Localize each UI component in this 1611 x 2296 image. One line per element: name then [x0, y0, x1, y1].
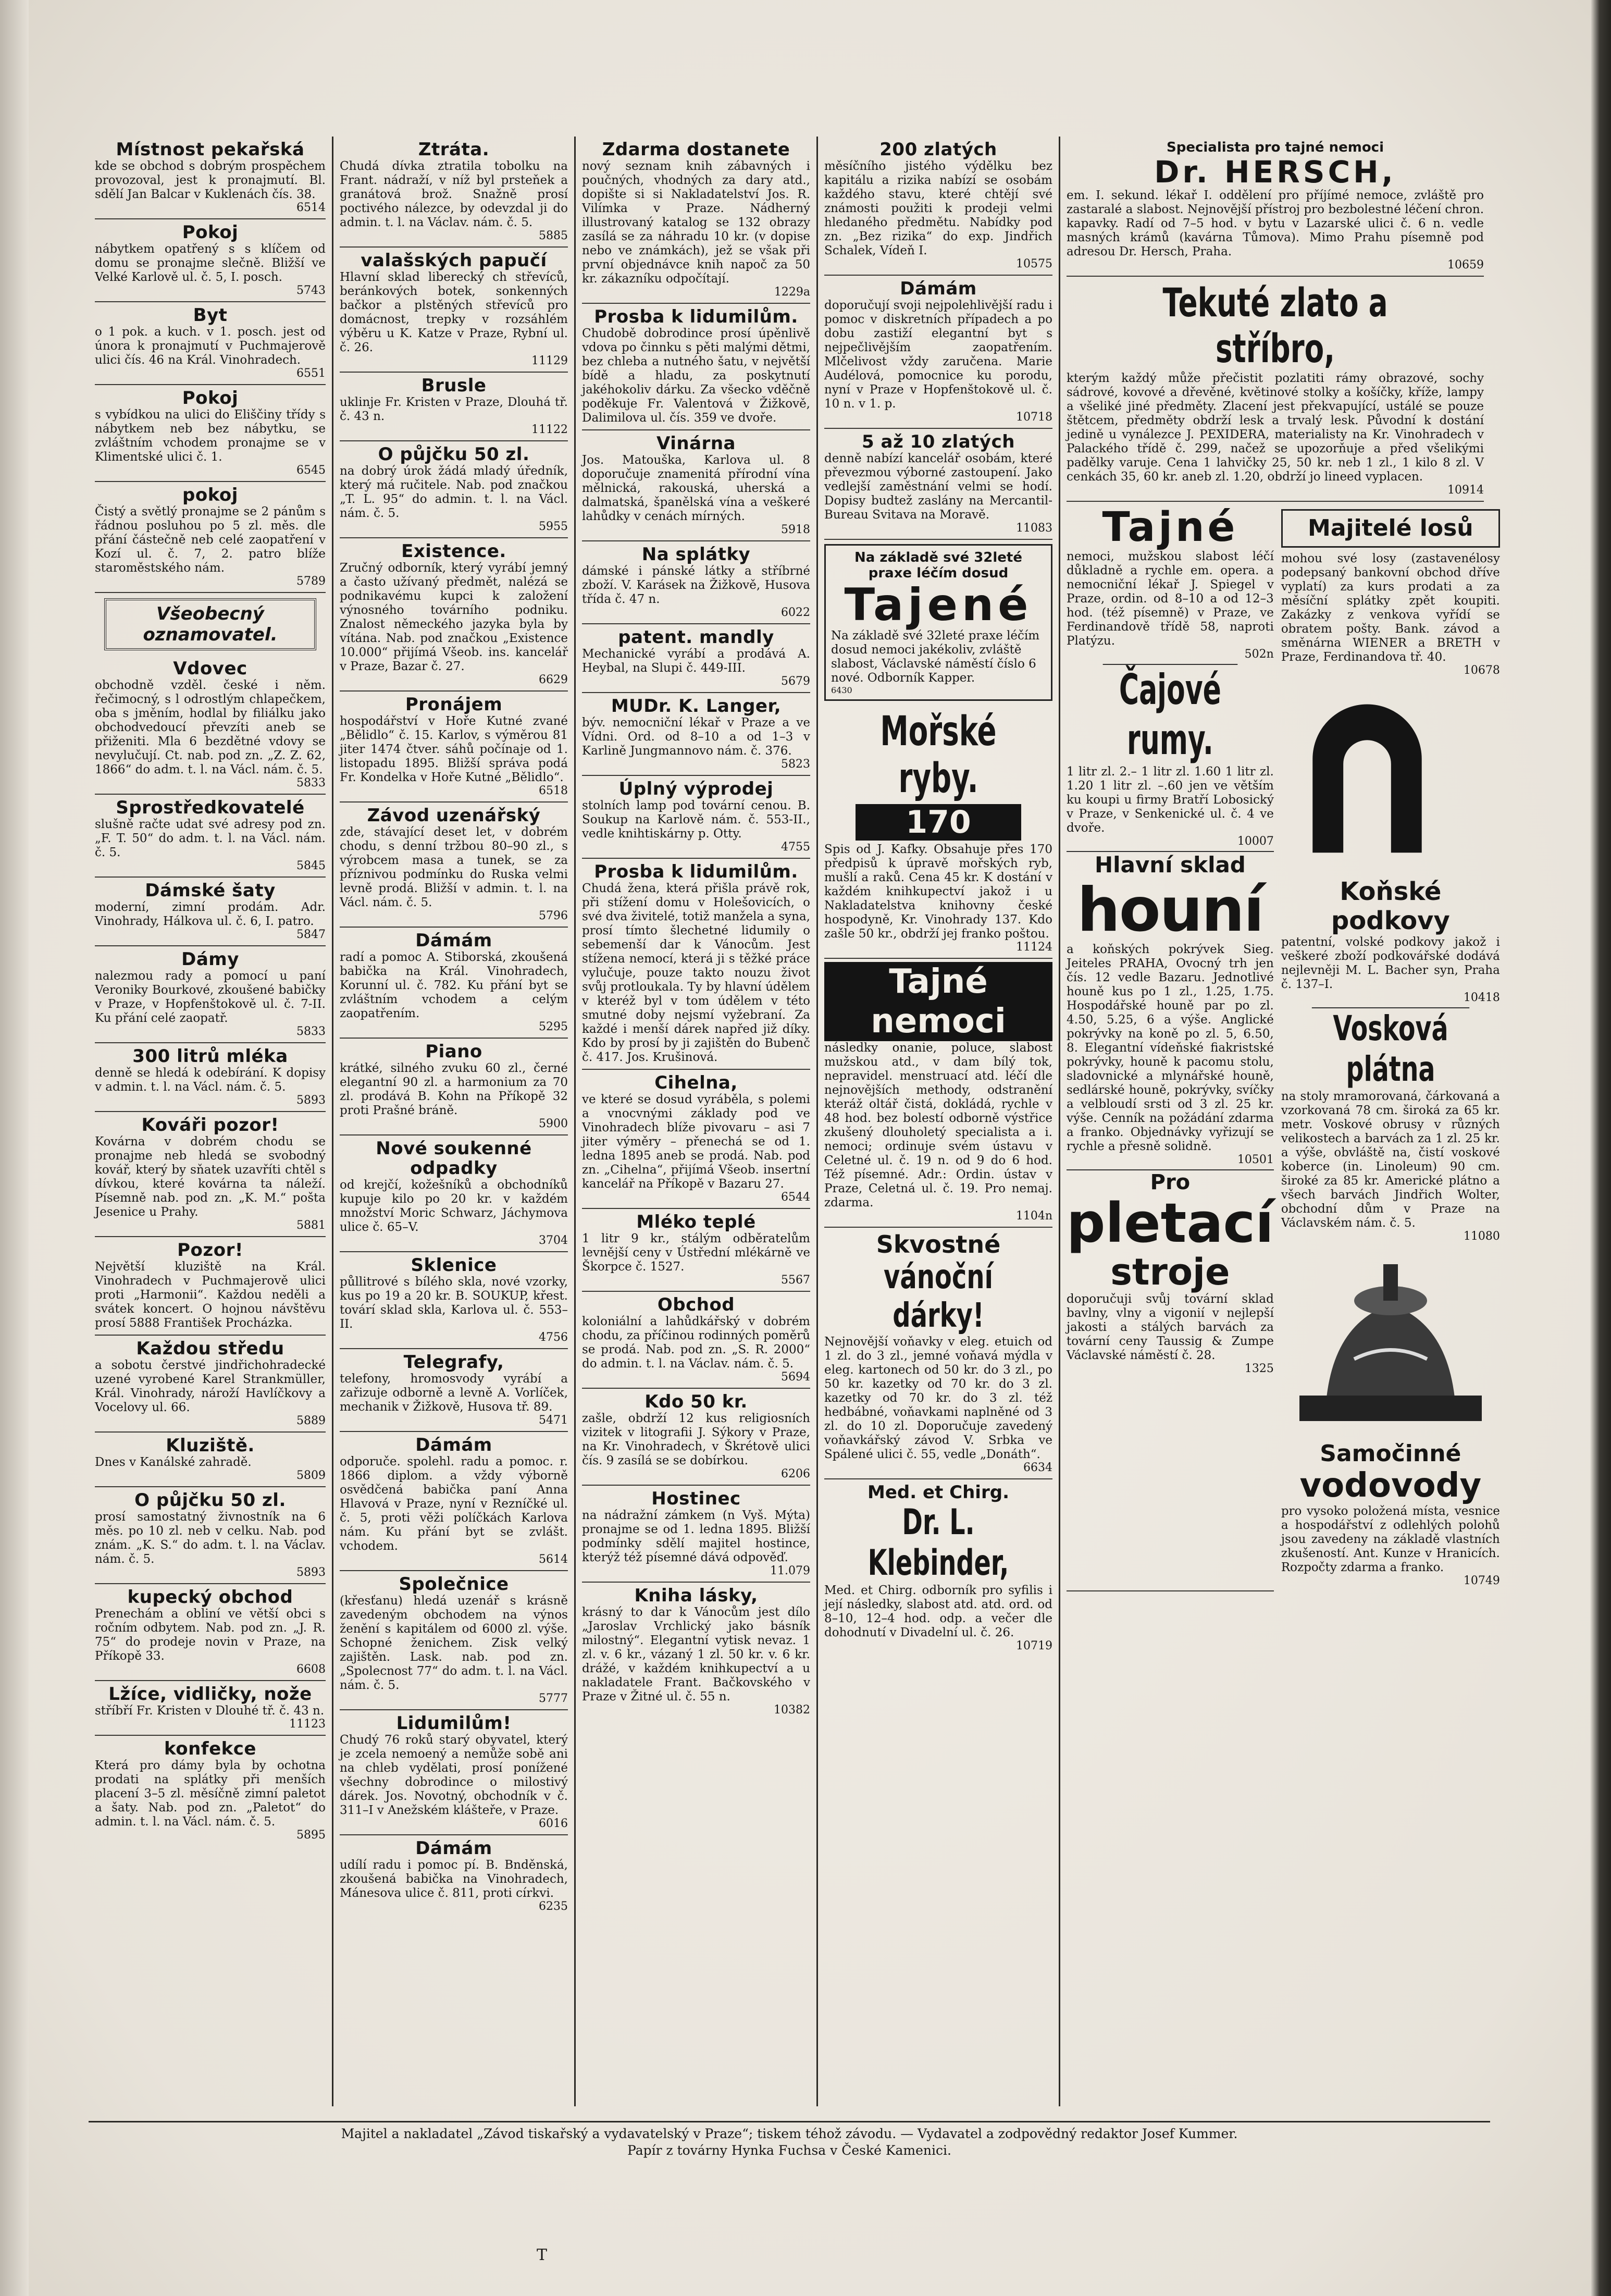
ad-number: 5881 [296, 1219, 326, 1232]
page-footer [89, 2121, 1490, 2159]
ad-title: Dámské šaty [145, 880, 276, 901]
ad-skvostne [824, 1228, 1052, 1479]
ad-pokoj-1 [95, 219, 326, 302]
ad-text: Chudý 76 roků starý obyvatel, který je zcela nemoený a nemůže sobě ani na chleb vydělati, prosí ponížené všechny dobrodince o milostivý dárek. Jos. Novotný, obchodník v č. 311–I v Anežském klášteře, v Praze. [340, 1733, 568, 1817]
ad-text: hospodářství v Hoře Kutné zvané „Bělidlo“ č. 15. Karlov, s výměrou 81 jiter 1474 čtver. sáhů počínaje od 1. listopadu 1895. Bližší správa podá Fr. Kondelka v Hoře Kutné „Bělidlo“. [340, 714, 568, 784]
ad-number: 5694 [781, 1371, 810, 1384]
ad-vinarna [582, 430, 810, 541]
ad-text: Na základě své 32leté praxe léčím dosud nemoci jakékoliv, zvláště slabost, Václavské náměstí číslo 6 nové. Odborník Kapper. [831, 629, 1040, 685]
ad-number: 11124 [1016, 941, 1052, 954]
ad-number: 10501 [1237, 1153, 1274, 1166]
ad-text: Zručný odborník, který vyrábí jemný a často užívaný předmět, nalézá se podnikavému kupci k založení výnosného továrního podniku. Znalost německého jazyka byla by vítána. Nab. pod značkou „Existence 10.000“ přijímá Všeob. ins. kancelář v Praze, Bazar č. 27. [340, 561, 568, 673]
ad-number: 5789 [296, 575, 326, 588]
ad-zdarma-dostanete [582, 137, 810, 304]
ad-number: 5893 [296, 1566, 326, 1579]
ad-kdo-50-kr [582, 1389, 810, 1486]
ad-lzice [95, 1681, 326, 1736]
ad-title: Pokoj [182, 222, 239, 243]
ad-tajne-spiegel [1067, 502, 1274, 1591]
ad-piano [340, 1039, 568, 1135]
ad-text: moderní, zimní prodám. Adr. Vinohrady, Hálkova ul. č. 6, I. patro. [95, 900, 326, 928]
ad-title: Lžíce, vidličky, nože [108, 1684, 312, 1705]
ad-text: Mechanické vyrábí a prodává A. Heybal, na Slupi č. 449-III. [582, 647, 810, 675]
ad-damam-1 [340, 928, 568, 1039]
ad-text: Největší kluziště na Král. Vinohradech v Puchmajerově ulici proti „Harmonii“. Každou neděli a svátek koncert. O hojnou návštěvu prosí 5888 František Procházka. [95, 1260, 326, 1330]
ad-text: patentní, volské podkovy jakož i veškeré zboží podkovářské dodává nejlevněji M. L. Bacher syn, Praha č. 137–I. [1281, 935, 1500, 991]
ad-number: 502n [1244, 648, 1274, 661]
ad-number: 5833 [296, 776, 326, 789]
ad-title: Brusle [421, 375, 487, 396]
ad-text: slušně račte udat své adresy pod zn. „F. T. 50“ do adm. t. l. na Václ. nám. č. 5. [95, 818, 326, 859]
ad-title: Zdarma dostanete [602, 139, 790, 160]
ad-text: a sobotu čerstvé jindřichohradecké uzené vyrobené Karel Strankmüller, Král. Vinohrady, nároží Havlíčkovy a Vocelovy ul. 66. [95, 1359, 326, 1414]
ad-title: 200 zlatých [879, 139, 997, 160]
ad-text: na dobrý úrok žádá mladý úředník, který má ručitele. Nab. pod značkou „T. L. 95“ do admin. t. l. na Václ. nám. č. 5. [340, 464, 568, 520]
ad-text: býv. nemocniční lékař v Praze a ve Vídni. Ord. od 8–10 a od 1–3 v Karlině Jungmannovo nám. č. 376. [582, 716, 810, 758]
ad-text: denně se hledá k odebírání. K dopisy v admin. t. l. na Václ. nám. č. 5. [95, 1066, 326, 1094]
ad-subtitle: Med. et Chirg. [868, 1482, 1009, 1503]
ad-number: 5471 [539, 1414, 568, 1427]
ad-number: 10749 [1463, 1574, 1500, 1587]
ad-title: Sprostředkovatelé [116, 797, 305, 818]
ad-uplny-vyprodej [582, 776, 810, 859]
ad-text: nemoci, mužskou slabost léčí důkladně a rychle em. opera. a nemocniční lékař J. Spiegel v Praze, ordin. od 8–10 a od 12–3 hod. (též písemně) v Praze, ve Ferdinandově třídě 58, naproti Platýzu. [1067, 550, 1274, 648]
ad-number: 4756 [539, 1331, 568, 1344]
ad-number: 10659 [1447, 258, 1484, 271]
ad-big-title: Vosková plátna [1312, 1007, 1469, 1090]
ad-title: Prosba k lidumilům. [594, 861, 798, 882]
ad-number: 10678 [1463, 664, 1500, 677]
ad-kazdou-stredu [95, 1336, 326, 1433]
ad-hostinec [582, 1486, 810, 1583]
ad-number: 6235 [539, 1900, 568, 1913]
ad-number: 6634 [1023, 1461, 1052, 1474]
ad-title: Pronájem [405, 694, 503, 715]
ad-text: Chudobě dobrodince prosí úpěnlivě vdova po činnku s pěti malými dětmi, bez chleba a nutného šatu, v největší bídě a hladu, za poskytnutí jakéhokoliv dárku. Za všecko vděčně poděkuje Fr. Valentová v Žižkově, Dalimilova ul. čís. 359 ve dvoře. [582, 327, 810, 425]
ad-number: 10718 [1016, 411, 1052, 424]
ad-big-title: houní [1077, 875, 1263, 945]
ad-number: 11080 [1463, 1230, 1500, 1243]
ad-text: 1 litr 9 kr., stálým odběratelům levnější ceny v Ústřední mlékárně ve Škorpce č. 1527. [582, 1232, 810, 1274]
ad-majitele-losu [1281, 502, 1500, 1591]
ad-text: doporučuji svůj tovární sklad bavlny, vlny a vigonií v nejlepší jakosti a stálých barvách za tovární ceny Taussig & Zumpe Václavské náměstí č. 28. [1067, 1292, 1274, 1362]
ad-vdovec [95, 656, 326, 795]
ad-mistnost-pekarska [95, 137, 326, 219]
ad-title-line2: vánoční dárky! [884, 1258, 993, 1335]
ad-number: 11122 [531, 423, 568, 436]
ad-title: Místnost pekařská [116, 139, 305, 160]
ad-o-pujcku-2 [340, 441, 568, 538]
ad-prosba-2 [582, 859, 810, 1070]
ad-title: Vdovec [173, 658, 247, 679]
ad-number: 5845 [296, 859, 326, 872]
ad-text: následky onanie, poluce, slabost mužskou atd., v dam bílý tok, nepravidel. menstruací atd. léčí dle nejnovějších methody, odstranění kteráž oltář čistá, dokládá, rychle v 48 hod. bez bolestí odborně výstřice zkušený dlouholetý specialista a i. nemoci; ordinuje svém ústavu v Celetné ul. č. 19 n. od 9 do 6 hod. Též písemné. Adr.: Ordin. ústav v Praze, Celetná ul. č. 19. Pro nemaj. zdarma. [824, 1041, 1052, 1209]
ad-number: 6551 [296, 367, 326, 380]
ad-text: krátké, silného zvuku 60 zl., černé elegantní 90 zl. a harmonium za 70 zl. prodává B. Kohn na Příkopě 32 proti Prašné bráně. [340, 1061, 568, 1117]
ad-title: Mléko teplé [636, 1212, 756, 1232]
ad-text: Chudá žena, která přišla právě rok, při stížení domu v Holešovicích, o své dva živitelé, totiž manžela a syna, prosí tímto šlechetné lidumily o sebemenší dar k Vánocům. Jest stížena nemocí, která ji s těžké práce vylučuje, pouze takto nouzu život svůj protloukala. Ty by hlavní údělem v kteréž byl v tom údělem v této smutné doby nejsmí vyžebraní. Za každé i menší dárek napřed již díky. Kdo by prosí by ji zajištěn do Bubenč č. 417. Jos. Krušinová. [582, 882, 810, 1064]
ad-damam-audelova [824, 276, 1052, 429]
ad-number: 6514 [296, 201, 326, 214]
ad-title: pokoj [182, 485, 238, 505]
ad-text: em. I. sekund. lékař I. oddělení pro příjímé nemoce, zvláště pro zastaralé a slabost. Nejnovější přístroj pro bezbolestné léčení chron. kapavky. Radí od 7–5 hod. v bytu v Lazarské ulici č. 6 n. vedle masných krámů (kavárna Tůmova). Mimo Prahu písemně pod adresou Dr. Hersch, Praha. [1067, 189, 1484, 258]
ad-number: 6518 [539, 784, 568, 797]
ad-prosba-1 [582, 304, 810, 430]
ad-number: 11.079 [770, 1564, 810, 1577]
ad-text: doporučují svoji nejpolehlivější radu i pomoc v diskretních případech a po dobu zastiží elegantní byt s nejpečlivějším zaopatřením. Mlčelivost vždy zaručena. Marie Audélová, pomocnice ku porodu, nyní v Praze v Hopfenštokově ul. č. 10 n. v 1. p. [824, 299, 1052, 411]
ad-big-title: Dr. HERSCH, [1154, 154, 1396, 190]
ad-text: Chudá dívka ztratila tobolku na Frant. nádraží, v níž byl prsteňek a granátová brož. Snažně prosí poctivého nálezce, by odevzdal ji do admin. t. l. na Václav. nám. č. 5. [340, 159, 568, 229]
ad-text: od krejčí, kožešníků a obchodníků kupuje kilo po 20 kr. v každém množství Moric Schwarz, Jáchymova ulice č. 65–V. [340, 1178, 568, 1234]
ad-170-banner: 170 [856, 804, 1021, 841]
ad-title-line1: Skvostné [876, 1230, 1001, 1258]
ad-number: 10382 [774, 1704, 810, 1717]
ad-lidumilum [340, 1710, 568, 1835]
ad-number: 5885 [539, 229, 568, 242]
ad-kovari-pozor [95, 1112, 326, 1237]
ad-title: MUDr. K. Langer, [611, 696, 782, 717]
ad-damam-2 [340, 1432, 568, 1571]
fountain-icon [1281, 1247, 1500, 1435]
ad-title: Existence. [401, 541, 506, 562]
ad-title: Ztráta. [418, 139, 490, 160]
ad-pronajem [340, 692, 568, 803]
ad-number: 5614 [539, 1553, 568, 1566]
ad-konfekce [95, 1736, 326, 1846]
ad-number: 5567 [781, 1274, 810, 1287]
ad-damske-saty [95, 878, 326, 946]
ad-text: Hlavní sklad liberecký ch střevíců, beránkových botek, sonkenných bačkor a plstěných střevíců pro domácnost, trepky v rozsáhlém výběru u K. Katze v Praze, Rybní ul. č. 26. [340, 270, 568, 354]
ad-mudr-langer [582, 693, 810, 776]
ad-text: nábytkem opatřený s s klíčem od domu se pronajme slečně. Bližší ve Velké Karlově ul. č. 5, I. posch. [95, 242, 326, 284]
ad-title: Dámy [181, 949, 239, 970]
ad-number: 1229a [774, 286, 810, 299]
ad-sklenice [340, 1252, 568, 1349]
ad-number: 10007 [1237, 835, 1274, 848]
ad-damy [95, 946, 326, 1043]
ad-number: 4755 [781, 841, 810, 854]
ad-pokoj-2 [95, 385, 326, 482]
ad-text: měsíčního jistého výdělku bez kapitálu a rizika nabízí se osobám každého stavu, které chtějí své známosti použiti k prodeji velmi hledaného předmětu. Nabídky pod zn. „Bez rizika“ do exp. Jindřich Schalek, Vídeň I. [824, 159, 1052, 257]
ad-number: 5955 [539, 520, 568, 533]
ad-text: uklinje Fr. Kristen v Praze, Dlouhá tř. č. 43 n. [340, 396, 568, 423]
ad-big-title: Tajné nemoci [824, 962, 1052, 1041]
ad-title: patent. mandly [618, 627, 774, 648]
ad-number: 5823 [781, 758, 810, 771]
ad-title: Cihelna, [654, 1072, 738, 1093]
ad-number: 5777 [539, 1692, 568, 1705]
row-tajne-majitele [1067, 502, 1500, 1591]
ad-big-title: pletací [1067, 1191, 1274, 1255]
ad-title: Dámám [415, 930, 492, 951]
ad-soukenne-odpadky [340, 1135, 568, 1252]
horseshoe-icon [1281, 682, 1453, 870]
ad-mandly [582, 624, 810, 693]
ad-title: kupecký obchod [127, 1587, 293, 1608]
ad-title: Telegrafy, [403, 1352, 504, 1373]
ad-text: kde se obchod s dobrým prospěchem provozoval, jest k pronajmutí. Bl. sdělí Jan Balcar v Kuklenách čís. 38. [95, 159, 326, 201]
ad-number: 3704 [539, 1234, 568, 1247]
ad-number: 5893 [296, 1094, 326, 1107]
ad-tekute-zlato [1067, 277, 1484, 502]
ad-big-title: vodovody [1299, 1466, 1482, 1505]
ad-title: Kdo 50 kr. [645, 1391, 748, 1412]
ad-text: radí a pomoc A. Stiborská, zkoušená babička na Král. Vinohradech, Korunní ul. č. 782. Ku přání byt se zvláštním vchodem a celým zaopatřením. [340, 951, 568, 1020]
ad-number: 6022 [781, 606, 810, 619]
ad-damam-3 [340, 1835, 568, 1917]
ad-title: Úplný výprodej [618, 779, 774, 799]
ad-number: 11129 [531, 354, 568, 367]
ad-big-title: Tekuté zlato a stříbro, [1162, 279, 1388, 372]
ad-cihelna [582, 1070, 810, 1209]
ad-number: 5918 [781, 523, 810, 536]
ad-number: 6016 [539, 1817, 568, 1830]
ad-text: Nejnovější voňavky v eleg. etuich od 1 zl. do 3 zl., jemné voňavá mýdla v eleg. kartonech od 50 kr. do 3 zl., po 50 kr. kazetky od 70 kr. do 3 zl. kazetky od 70 kr. do 3 zl. též hedbábné, voňavkami naplněné od 3 zl. do 10 zl. Doporučuje zavedený voňavkářský závod V. Srbka ve Spálené ulici č. 55, vedle „Donáth“. [824, 1335, 1052, 1461]
column-4 [818, 137, 1060, 2106]
ad-title: Závod uzenářský [367, 805, 541, 826]
ad-obchod [582, 1292, 810, 1389]
ad-text: dámské i pánské látky a stříbrné zboží. V. Karásek na Žižkově, Husova třída č. 47 n. [582, 564, 810, 606]
ad-text: o 1 pok. a kuch. v 1. posch. jest od února k pronajmutí v Puchmajerově ulici čís. 46 na Král. Vinohradech. [95, 325, 326, 367]
column-2 [333, 137, 576, 2106]
column-3 [576, 137, 818, 2106]
ad-big-title: Koňské podkovy [1331, 877, 1450, 935]
page-left-edge [0, 0, 29, 2296]
ad-text: zde, stávající deset let, v dobrém chodu, s denní tržbou 80–90 zl., s výrobcem masa a tunek, se za příznivou podmínku do Ruska velmi levně prodá. Bližší v admin. t. l. na Václ. nám. č. 5. [340, 825, 568, 909]
ad-text: Spis od J. Kafky. Obsahuje přes 170 předpisů k úpravě mořských ryb, mušlí a raků. Cena 45 kr. K dostání v každém knihkupectví jakož i u Nakladatelstva knihovny české hospodyně, Kr. Vinohrady 137. Kdo zašle 50 kr., obdrží jej franko poštou. [824, 843, 1052, 941]
ad-spolecnice [340, 1571, 568, 1710]
ad-number: 6206 [781, 1467, 810, 1480]
ad-title: Dámám [900, 278, 977, 299]
ad-title-line1: Samočinné [1320, 1440, 1461, 1467]
ad-text: na stoly mramorovaná, čárkovaná a vzorkovaná 78 cm. široká za 65 kr. metr. Voskové obrusy v různých velikostech a barvách za 1 zl. 25 kr. a výše, obvláště na, čistí voskové koberce (in. Linoleum) 90 cm. široké za 85 kr. Americké plátno a všech barvách Jindřich Wolter, obchodní dům v Praze na Václavském nám. č. 5. [1281, 1090, 1500, 1230]
ad-hersch [1067, 137, 1484, 277]
ad-title: 300 litrů mléka [132, 1046, 288, 1067]
ad-text: obchodně vzděl. české i něm. řečimocný, s l odrostlým chlapečkem, oba s jměním, hodlal by filiálku jako obchodvedoucí převzíti aneb se přiženiti. Mla 6 bezdětné vdovy se nevylučují. Ct. nab. pod zn. „Z. Z. 62, 1866“ do adm. t. l. na Václ. nám. č. 5. [95, 678, 326, 776]
ad-number: 11083 [1016, 522, 1052, 535]
ad-zavod-uzenarsky [340, 803, 568, 928]
ad-title: Kováři pozor! [141, 1115, 279, 1135]
ad-text: půllitrové s bílého skla, nové vzorky, kus po 19 a 20 kr. B. SOUKUP, křest. továrí sklad skla, Karlova ul. č. 553–II. [340, 1275, 568, 1331]
ad-title: Pozor! [177, 1240, 243, 1261]
ad-text: stříbří Fr. Kristen v Dlouhé tř. č. 43 n. [95, 1704, 325, 1718]
ad-big-title: Tajné [1102, 504, 1238, 551]
ad-sprostredkovatele [95, 795, 326, 878]
ad-title: konfekce [164, 1738, 256, 1759]
ad-subtitle: Specialista pro tajné nemoci [1166, 140, 1384, 155]
ad-title: Hostinec [651, 1488, 741, 1509]
ad-telegrafy [340, 1349, 568, 1432]
ad-text: zašle, obdrží 12 kus religiosních vizitek v litografii J. Sýkory v Praze, na Kr. Vinohradech, v Škrétově ulici čís. 9 zasílá se se dobírkou. [582, 1412, 810, 1467]
ad-big-title: Čajové rumy. [1103, 664, 1238, 765]
ad-title: O půjčku 50 zl. [378, 444, 530, 465]
ad-text: kterým každý může přečistit pozlatiti rámy obrazové, sochy sádrové, kovové a dřevěné, květinové stolky a košíčky, kříže, lampy a všeliké jiné předměty. Zlacení jest překvapující, ustálé se pouze štětcem, předměty obdrží lesk a trvalý lesk. Původní k dostání jedině u vynálezce J. PEXIDERA, materialisty na Kr. Vinohradech v Palackého třídě č. 299, načež se upozorňuje a před všelikými padělky varuje. Cena 1 lahvičky 25, 50 kr. neb 1 zl., 1 kilo 8 zl. V cenkách 35, 60 kr. aneb zl. 1.20, obdrží jo lineed vyplacen. [1067, 372, 1484, 484]
ad-300-litru-mleka [95, 1043, 326, 1112]
ad-pro: Pro [1067, 1169, 1274, 1194]
ad-text: ve které se dosud vyráběla, s polemi a vnocvnými základy pod ve Vinohradech blíže pivovaru – asi 7 jiter výměry – přenechá se od 1. ledna 1895 aneb se prodá. Nab. pod zn. „Cihelna“, přijímá Všeob. insertní kancelář na Příkopě v Bazaru 27. [582, 1093, 810, 1191]
ad-text: Která pro dámy byla by ochotna prodati na splátky při menších placení 3–5 zl. měsíčně zimní paletot a šaty. Nab. pod zn. „Paletot“ do admin. t. l. na Václ. nám. č. 5. [95, 1759, 326, 1829]
ads-columns [89, 137, 1500, 2106]
ad-text: Čistý a světlý pronajme se 2 pánům s řádnou posluhou po 5 zl. měs. dle přání částečně neb celé zaopatření v Kozí ul. č. 7, 2. patro blíže staroměstského nám. [95, 505, 326, 575]
ad-text: odporuče. spolehl. radu a pomoc. r. 1866 diplom. a vždy výborně osvědčená babička paní Anna Hlavová v Praze, nyní v Rezníčké ul. č. 5, proti věži políčkách Karlova nám. Ku přání byt se zvlášt. vchodem. [340, 1455, 568, 1553]
page-right-edge [1590, 0, 1611, 2296]
ad-5-10-zlatych [824, 429, 1052, 540]
ad-text: krásný to dar k Vánocům jest dílo „Jaroslav Vrchlický jako básník milostný“. Elegantní vytisk nevaz. 1 zl. v. 6 kr., vázaný 1 zl. 50 kr. v. 6 kr. drážé, v každém knihkupectví a u nakladatele Frant. Bačkovského v Praze v Žitné ul. č. 55 n. [582, 1606, 810, 1704]
ad-text: pro vysoko položená místa, vesnice a hospodářství z odlehlých polohů jsou zavedeny na základě vlastních zkušeností. Ant. Kunze v Hranicích. Rozpočty zdarma a franko. [1281, 1504, 1500, 1574]
ad-number: 6544 [781, 1191, 810, 1204]
ad-tajne-nemoci [824, 959, 1052, 1228]
ad-brusle [340, 373, 568, 441]
ad-number: 5679 [781, 675, 810, 688]
ad-title: Sklenice [411, 1255, 497, 1276]
ad-title: Pokoj [182, 388, 239, 409]
ad-text: Med. et Chirg. odborník pro syfilis i její následky, slabost atd. atd. ord. od 8–10, 12–4 hod. odp. a večer dle dohodnutí v Divadelní ul. č. 26. [824, 1584, 1052, 1639]
ad-text: udílí radu i pomoc pí. B. Bnděnská, zkoušená babička na Vinohradech, Mánesova ulice č. 811, proti církvi. [340, 1858, 568, 1900]
box-big-title: Tajené [844, 579, 1033, 631]
ad-number: 10418 [1463, 991, 1500, 1004]
ad-text: Kovárna v dobrém chodu se pronajme neb hledá se svobodný kovář, který by sňatek uzavříti chtěl s dívkou, které kovárna ta náleží. Písemně nab. pod zn. „K. M.“ pošta Jesenice u Prahy. [95, 1135, 326, 1219]
ad-kluziste [95, 1433, 326, 1487]
ad-number: 1325 [1244, 1362, 1274, 1375]
footer-line-2: Papír z továrny Hynka Fuchsa v České Kamenici. [627, 2143, 951, 2158]
ad-title: Dámám [415, 1838, 492, 1859]
ad-number: 10719 [1016, 1639, 1052, 1652]
ad-200-zlatych [824, 137, 1052, 276]
ad-number: 5809 [296, 1469, 326, 1482]
footer-mark: T [537, 2246, 548, 2264]
box-header: Na základě své 32leté praxe léčím dosud [854, 550, 1022, 581]
ad-pokoj-3 [95, 482, 326, 593]
ad-title-line1: Hlavní sklad [1067, 851, 1274, 878]
ad-number: 5900 [539, 1117, 568, 1130]
ad-number: 5847 [296, 928, 326, 941]
column-1 [89, 137, 333, 2106]
ad-kupecky-obchod [95, 1584, 326, 1681]
ad-title: valašských papučí [361, 250, 547, 271]
ad-byt [95, 302, 326, 385]
ad-title: Vinárna [656, 433, 736, 454]
ad-number: 5833 [296, 1025, 326, 1038]
ad-title: Prosba k lidumilům. [594, 306, 798, 327]
ad-number: 5295 [539, 1020, 568, 1033]
ad-number: 6545 [296, 464, 326, 477]
ad-klebinder [824, 1479, 1052, 1657]
ad-title: Kniha lásky, [634, 1585, 758, 1606]
ad-number: 10575 [1016, 257, 1052, 270]
ad-ztrata [340, 137, 568, 248]
ad-big-title: Dr. L. Klebinder, [868, 1502, 1009, 1584]
ad-text: a koňských pokrývek Sieg. Jeiteles PRAHA, Ovocný trh jen čís. 12 vedle Bazaru. Jednotlivé houně kus po 1 zl., 1.25, 1.75. Hospodářské houně par po zl. 4.50, 5.25, 6 a výše. Anglické pokrývky na koně po zl. 5, 6.50, 8. Elegantní vídeňské fiakristské pokrývky, houně k pacomu stolu, sladovnické a mlynářské houně, sedlárské houně, pokrývky, svíčky a velbloudí srsti od 3 zl. 25 kr. výše. Cenník na požádání zdarma a franko. Objednávky vyřizují se rychle a přesně solidně. [1067, 943, 1274, 1153]
ad-title: Lidumilům! [396, 1713, 512, 1734]
ad-number: 5889 [296, 1414, 326, 1427]
ad-title: Piano [425, 1041, 482, 1062]
ad-tajene-box [824, 544, 1052, 701]
ad-title: 5 až 10 zlatých [862, 431, 1015, 452]
ad-pozor-kluziste [95, 1237, 326, 1336]
ad-text: nový seznam knih zábavných i poučných, vhodných za dary atd., dopište si si Nakladatelství Jos. R. Vilímka v Praze. Nádherný illustrovaný katalog se 132 obrazy zasílá se za náhradu 10 kr. (v dopise nebo ve známkách), jež se však při první objednávce knih napoč za 50 kr. zákazníku odpočítají. [582, 159, 810, 286]
ad-big-title: Majitelé losů [1281, 509, 1500, 548]
ad-mleko-teple [582, 1209, 810, 1292]
ad-text: nalezmou rady a pomocí u paní Veroniky Bourkové, zkoušené babičky v Praze, v Hopfenštokově ul. č. 7-II. Ku přání celé zaopatř. [95, 969, 326, 1025]
ad-title: Nové soukenné odpadky [376, 1138, 532, 1179]
ad-text: Jos. Matouška, Karlova ul. 8 doporučuje znamenitá přírodní vína mělnická, rakouská, uherská a dalmatská, španělská vína a veškeré lahůdky v cenách mírných. [582, 453, 810, 523]
ad-number: 1104n [1015, 1209, 1052, 1223]
ad-title: Každou středu [136, 1338, 284, 1359]
ad-o-pujcku [95, 1487, 326, 1584]
ad-number: 10914 [1447, 484, 1484, 497]
ad-text: mohou své losy (zastavenélosy podepsaný bankovní obchod dříve vyplatí) za kurs prodati a za měsíční splátky zpět koupiti. Zakázky z venkova vyřídí se obratem pošty. Bank. závod a směnárna WIENER a BRETH v Praze, Ferdinandova tř. 40. [1281, 552, 1500, 664]
ad-title: Na splátky [641, 544, 751, 565]
ad-title: Obchod [657, 1294, 735, 1315]
ad-title: Společnice [399, 1574, 509, 1595]
ad-text: telefony, hromosvody vyrábí a zařizuje odborně a levně A. Vorlíček, mechanik v Žižkově, Husova tř. 89. [340, 1372, 568, 1414]
ad-text: prosí samostatný živnostník na 6 měs. po 10 zl. neb v celku. Nab. pod znám. „K. S.“ do adm. t. l. na Václav. nám. č. 5. [95, 1510, 326, 1566]
ad-big-title: Mořské ryby. [880, 708, 997, 802]
ad-text: koloniální a lahůdkářský v dobrém chodu, za příčinou rodinných poměrů se prodá. Nab. pod zn. „S. R. 2000“ do admin. t. l. na Václav. nám. č. 5. [582, 1315, 810, 1371]
ad-title-line2: stroje [1110, 1251, 1230, 1293]
ad-title: Byt [193, 305, 228, 326]
section-banner: Všeobecný oznamovatel. [104, 598, 316, 650]
ad-kniha-lasky [582, 1583, 810, 1721]
ad-existence [340, 538, 568, 692]
ad-morske-ryby [824, 705, 1052, 959]
ad-text: 1 litr zl. 2.– 1 litr zl. 1.60 1 litr zl. 1.20 1 litr zl. –.60 jen ve větším ku koupi u firmy Bratří Lobosický v Praze, v Senkenické ul. č. 4 ve dvoře. [1067, 765, 1274, 835]
ad-number: 6430 [831, 685, 852, 695]
ad-number: 5743 [296, 284, 326, 297]
ad-text: s vybídkou na ulici do Eliščiny třídy s nábytkem neb bez nábytku, se zvláštním vchodem pronajme se v Klimentské ulici č. 1. [95, 408, 326, 464]
ad-title: O půjčku 50 zl. [134, 1490, 286, 1511]
ad-title: Dámám [415, 1435, 492, 1455]
ad-title: Kluziště. [166, 1435, 255, 1456]
ad-number: 11123 [289, 1718, 326, 1731]
ad-valasskych-papuci [340, 248, 568, 373]
ad-text: Dnes v Kanálské zahradě. [95, 1455, 252, 1469]
ad-number: 6608 [296, 1663, 326, 1676]
ad-text: denně nabízí kancelář osobám, které převezmou výborné zastoupení. Jako vedlejší zaměstnání velmi se hodí. Dopisy budtež zaslány na Mercantil-Bureau Svitava na Moravě. [824, 452, 1052, 522]
ad-number: 6629 [539, 673, 568, 686]
ad-text: Prenechám a obliní ve větší obci s ročním odbytem. Nab. pod zn. „J. R. 75“ do prodeje novin v Praze, na Příkopě 33. [95, 1607, 326, 1663]
ad-text: (křesťanu) hledá uzenář s krásně zavedeným obchodem na výnos ženění s kapitálem od 6000 zl. výše. Schopné ženichem. Zisk velký zajištěn. Lask. nab. pod zn. „Spolecnost 77“ do adm. t. l. na Václ. nám. č. 5. [340, 1594, 568, 1692]
ad-na-splatky [582, 541, 810, 624]
footer-line-1: Majitel a nakladatel „Závod tiskařský a vydavatelský v Praze“; tiskem téhož závodu. — Vydavatel a zodpovědný redaktor Josef Kummer. [341, 2126, 1238, 2141]
ad-text: stolních lamp pod tovární cenou. B. Soukup na Karlově nám. č. 553-II., vedle knihtiskárny p. Otty. [582, 799, 810, 841]
ad-number: 5796 [539, 909, 568, 922]
ad-text: na nádražní zámkem (n Vyš. Mýta) pronajme se od 1. ledna 1895. Bližší podmínky sdělí majitel hostince, kterýž též písemné dává odpověď. [582, 1509, 810, 1564]
column-5 [1060, 137, 1500, 2106]
ad-number: 5895 [296, 1829, 326, 1842]
